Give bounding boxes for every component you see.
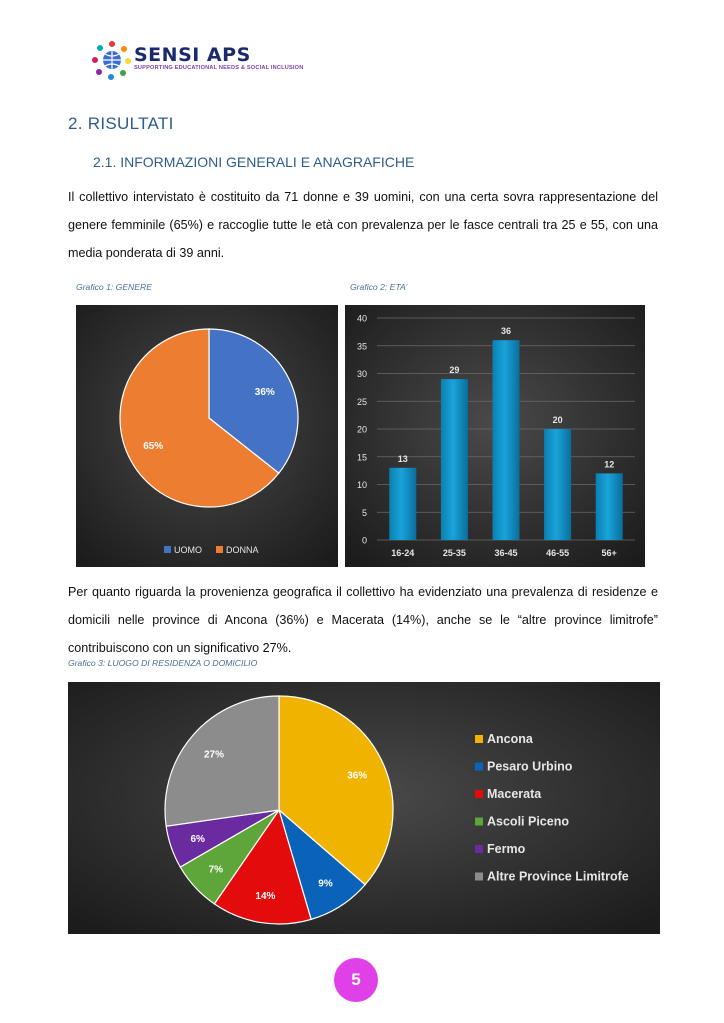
bar-data-label: 12 [604, 459, 615, 470]
bar-36-45 [493, 340, 520, 540]
bar-data-label: 20 [552, 415, 563, 425]
bar-data-label: 36 [500, 326, 512, 337]
pie-data-label: 14% [255, 890, 276, 902]
legend-label: Altre Province Limitrofe [487, 869, 629, 884]
y-tick-label: 0 [361, 535, 367, 546]
sensi-aps-logo [92, 40, 352, 80]
y-tick-label: 30 [356, 369, 367, 379]
x-tick-label: 16-24 [391, 548, 415, 558]
x-tick-label: 25-35 [442, 548, 466, 558]
y-tick-label: 20 [356, 424, 367, 435]
pie-data-label: 36% [347, 770, 368, 782]
y-tick-label: 10 [356, 480, 367, 490]
legend-label: Ancona [487, 732, 533, 746]
chart1-caption: Grafico 1: GENERE [76, 282, 152, 292]
legend-label: UOMO [174, 545, 202, 555]
logo-subtitle: SUPPORTING EDUCATIONAL NEEDS & SOCIAL INCLUSION [134, 65, 304, 71]
legend-swatch [475, 735, 483, 743]
gender-pie-chart [76, 305, 338, 567]
bar-16-24 [389, 468, 416, 540]
bar-25-35 [441, 379, 468, 540]
age-bar-chart [345, 305, 645, 567]
legend-swatch [475, 763, 483, 771]
legend-swatch [475, 873, 483, 881]
x-tick-label: 56+ [601, 548, 617, 558]
bar-46-55 [544, 429, 571, 540]
y-tick-label: 25 [356, 396, 367, 407]
geography-paragraph: Per quanto riguarda la provenienza geografica il collettivo ha evidenziato una prevalenza di residenze e domicili nelle province di Ancona (36%) e Macerata (14%), anche se le “altre province limitrofe” contribuiscono con un significativo 27%. [68, 585, 658, 655]
x-tick-label: 36-45 [494, 548, 518, 558]
legend-label: Ascoli Piceno [487, 814, 569, 829]
legend-label: DONNA [226, 545, 259, 555]
page-number: 5 [334, 958, 378, 1002]
pie-data-label: 36% [254, 387, 275, 398]
legend-label: Pesaro Urbino [487, 759, 573, 774]
pie-data-label: 65% [143, 441, 164, 452]
bar-56+ [596, 473, 623, 540]
legend-swatch-uomo [164, 546, 171, 553]
legend-label: Macerata [487, 787, 542, 801]
legend-swatch [475, 818, 483, 826]
bar-data-label: 29 [449, 365, 460, 376]
pie-data-label: 27% [203, 749, 225, 761]
section-title: 2. RISULTATI [68, 114, 174, 133]
pie-data-label: 9% [318, 878, 333, 890]
bar-data-label: 13 [397, 453, 408, 464]
pie-data-label: 7% [208, 864, 224, 876]
legend-swatch [475, 845, 483, 853]
legend-swatch-donna [216, 546, 223, 553]
chart3-caption: Grafico 3: LUOGO DI RESIDENZA O DOMICILIO [68, 658, 258, 668]
section-subtitle: 2.1. INFORMAZIONI GENERALI E ANAGRAFICHE [93, 154, 415, 170]
chart2-caption: Grafico 2: ETA’ [350, 282, 408, 292]
intro-paragraph: Il collettivo intervistato è costituito da 71 donne e 39 uomini, con una certa sovra rappresentazione del genere femminile (65%) e raccoglie tutte le età con prevalenza per le fasce centrali tra 25 e 55, con una media ponderata di 39 anni. [68, 190, 658, 260]
x-tick-label: 46-55 [546, 548, 570, 558]
y-tick-label: 40 [356, 313, 367, 324]
pie-data-label: 6% [190, 834, 205, 846]
y-tick-label: 5 [361, 507, 367, 518]
y-tick-label: 35 [356, 341, 367, 352]
legend-swatch [475, 790, 483, 798]
legend-label: Fermo [487, 842, 526, 856]
logo-emblem-icon [92, 40, 132, 80]
y-tick-label: 15 [356, 452, 367, 463]
logo-title: SENSI APS [134, 44, 251, 66]
residence-pie-chart [68, 682, 660, 934]
